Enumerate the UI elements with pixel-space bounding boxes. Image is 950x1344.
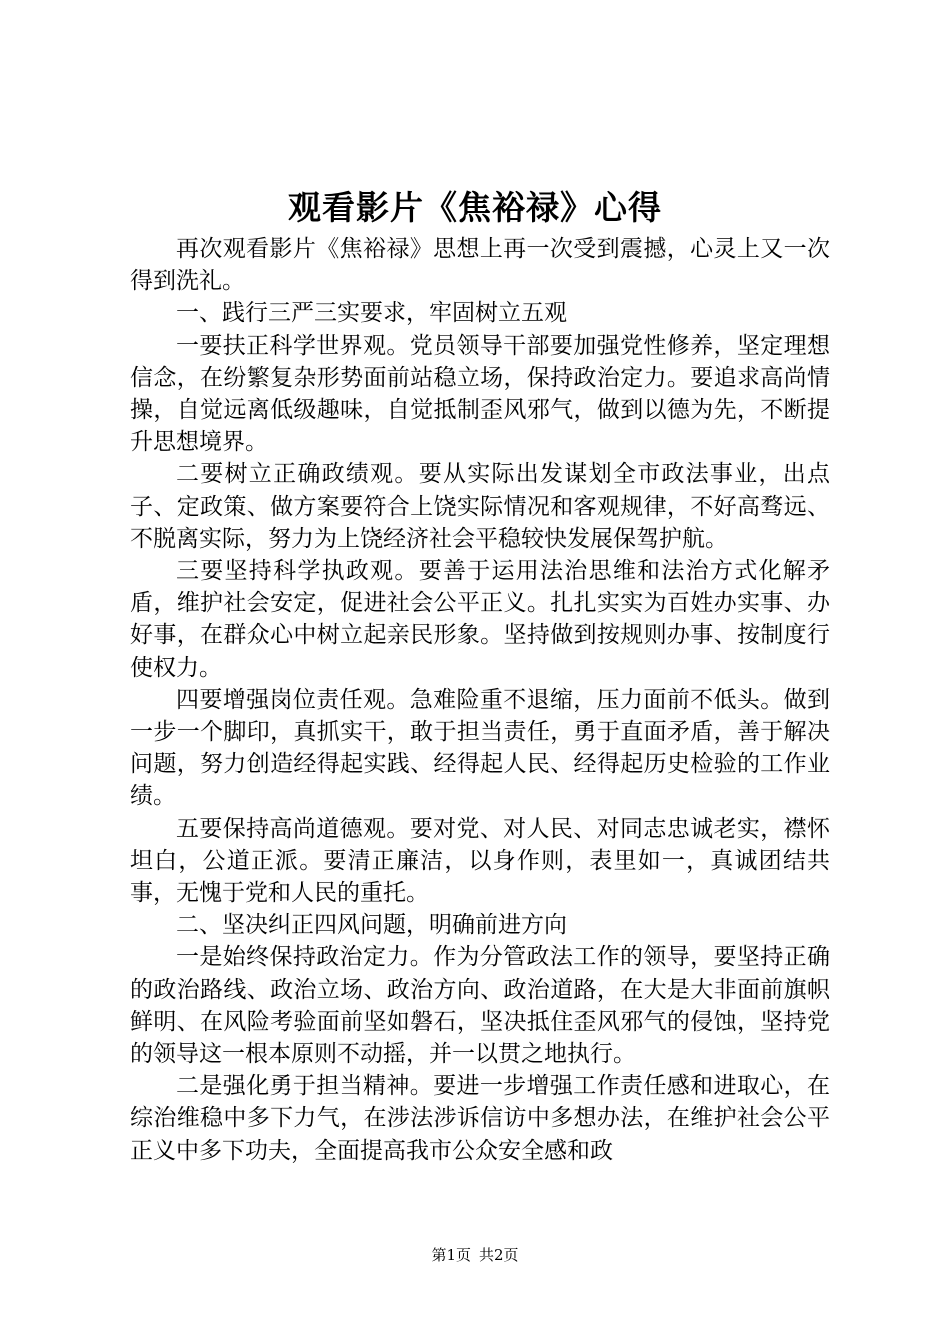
paragraph-worldview: 一要扶正科学世界观。党员领导干部要加强党性修养，坚定理想信念，在纷繁复杂形势面前站稳立场，保持政治定力。要追求高尚情操，自觉远离低级趣味，自觉抵制歪风邪气，做到以德为先，不断提升思想境界。 [130,332,830,456]
paragraph-governance-view: 三要坚持科学执政观。要善于运用法治思维和法治方式化解矛盾，维护社会安定，促进社会公平正义。扎扎实实为百姓办实事、办好事，在群众心中树立起亲民形象。坚持做到按规则办事、按制度行使权力。 [130,558,830,681]
document-title: 观看影片《焦裕禄》心得 [288,188,662,227]
paragraph-intro: 再次观看影片《焦裕禄》思想上再一次受到震撼，心灵上又一次得到洗礼。 [130,236,830,295]
paragraph-responsibility-view: 四要增强岗位责任观。急难险重不退缩，压力面前不低头。做到一步一个脚印，真抓实干，敢于担当责任，勇于直面矛盾，善于解决问题，努力创造经得起实践、经得起人民、经得起历史检验的工作业绩。 [130,686,830,810]
paragraph-responsibility-spirit: 二是强化勇于担当精神。要进一步增强工作责任感和进取心，在综治维稳中多下力气，在涉法涉诉信访中多想办法，在维护社会公平正义中多下功夫，全面提高我市公众安全感和政 [130,1073,830,1164]
paragraph-political-resolve: 一是始终保持政治定力。作为分管政法工作的领导，要坚持正确的政治路线、政治立场、政治方向、政治道路，在大是大非面前旗帜鲜明、在风险考验面前坚如磐石，坚决抵住歪风邪气的侵蚀，坚持党的领导这一根本原则不动摇，并一以贯之地执行。 [130,944,830,1068]
section-heading-2: 二、坚决纠正四风问题，明确前进方向 [176,912,567,939]
paragraph-performance-view: 二要树立正确政绩观。要从实际出发谋划全市政法事业，出点子、定政策、做方案要符合上饶实际情况和客观规律，不好高骛远、不脱离实际，努力为上饶经济社会平稳较快发展保驾护航。 [130,461,830,552]
page-number: 第1页 [431,1246,471,1264]
page-total: 共2页 [479,1246,519,1264]
paragraph-morality-view: 五要保持高尚道德观。要对党、对人民、对同志忠诚老实，襟怀坦白，公道正派。要清正廉洁，以身作则，表里如一，真诚团结共事，无愧于党和人民的重托。 [130,815,830,907]
section-heading-1: 一、践行三严三实要求，牢固树立五观 [176,300,567,327]
document-body [130,233,830,1167]
page-footer [0,1243,950,1267]
